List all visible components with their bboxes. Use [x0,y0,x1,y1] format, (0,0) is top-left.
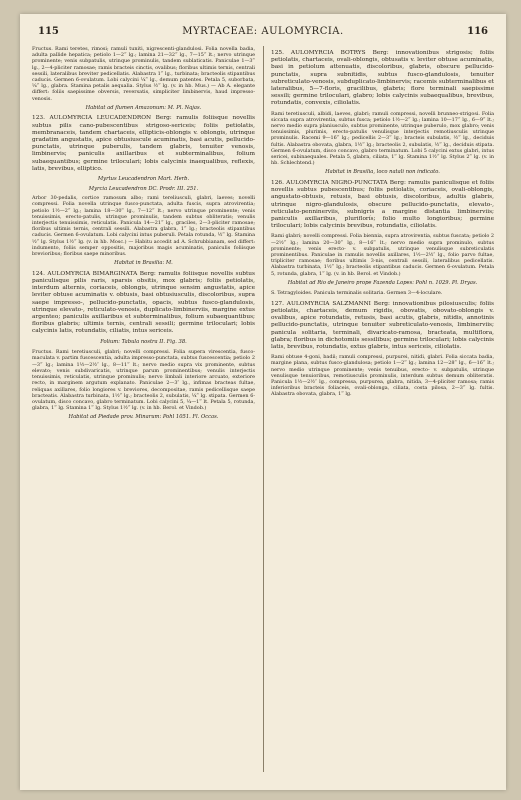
species-entry: 124. AULOMYRCIA BIMARGINATA Berg: ramulis foliisque novellis subtus paniculisque pilis raris, sparsis obsitis, mox glabris; foliis petiolatis, interdum alternis, coriaceis, oblongis, utrinque sensim angustatis, apice leviter obtuse acuminatis v. obtusis, basi obtusiusculis, discoloribus, supra saepe impresso-, pellucido-punctatis, opacis, subtus fusco-glandulosis, utrinque elevato-, reticulato-venosis, duplicato-limbinerviis, margine extus argenteo; paniculis axillaribus et subterminalibus, folium subaequantibus; floribus glabris; ultimis ternis, centrali sessili; germine triloculari; lobis calycinis latis, rotundatis, ciliatis, intus sericeis. [32,270,255,335]
description-paragraph: Rami teretiusculi, albidi, laeves, glabri; ramuli compressi, novelli brunneo-strigosi. Folia siccata supra atrovirentia, subtus fusca; petiolo 1½—2‴ lg.; lamina 10—17‴ lg., 6—9‴ lt.; nervo medio supra planiusculo, subtus prominente, utrinque puberulo, mox glabro; venis tenuissimis, plurimis, erecto-patulis venulisque interjectis remotiusculis utrinque prominulis. Racemi 9—16‴ lg.; pedicellis 2—3‴ lg.; bracteis subulatis, ½‴ lg., deciduis fultis. Alabastra obovata, glabra, 1½‴ lg.; bracteolis 2, subulatis, ½‴ lg., deciduis stipata. Germen 6-ovulatum, disco concavo, glabro terminatum. Lobi 5 calycini extus glabri, intus sericei, subinaequales. Petala 5, glabra, ciliata, 1‴ lg. Stamina 1½‴ lg. Stylus 2‴ lg. (v. in hb. Schlechtend.) [271,110,494,167]
habitat-note: Myrcia Leucadendron DC. Prodr. III. 251. [88,185,199,192]
page-number-left: 115 [38,26,59,37]
column-divider [263,46,264,772]
habitat-note: Habitat ad Rio de Janeiro prope Fazenda Lopes: Pohl n. 1029. Pl. Dryas. [287,279,478,286]
species-entry: 127. AULOMYRCIA SALZMANNI Berg: innovationibus pilosiusculis; foliis petiolatis, chartaceis, demum rigidis, obovatis, obovato-oblongis v. ovalibus, apice rotundatis, retusis, basi acutis, glabris, nitidis, annotinis pellucido-punctatis, utrinque tenuiter subreticulato-venosis, limbinerviis; panicula solitaria, terminali, divaricato-ramosa, bracteata, multiflora, glabra; floribus in dichotomiis sessilibus; germine triloculari; lobis calycinis latis, brevibus, rotundatis, extus glabris, intus sericeis, ciliolatis. [271,300,494,350]
description-paragraph: Rami glabri; novelli compressi. Folia biennia, supra atrovirentia, subtus fuscata; petiolo 2—2½‴ lg.; lamina 20—30‴ lg., 8—16‴ lt.; nervo medio supra prominulo, subtus prominente; venis erecto- v. subpatulis, utrinque venulisque subreticulatis prominentibus. Paniculae in ramulis novellis axillares, 1½—2½″ lg., folio parvo fultae, tripliciter ramosae; floribus ultimis 3-nis, centrali sessili, lateralibus pedicellatis. Alabastra turbinata, 1½‴ lg.; bracteolis stipantibus caducis. Germen 6-ovulatum. Petala 5, rotunda, glabra, 1‴ lg. (v. in hb. Berol. et Vindob.) [271,233,494,277]
species-entry: 125. AULOMYRCIA BOTRYS Berg: innovationibus strigosis; foliis petiolatis, chartaceis, ovali-oblongis, obtusatis v. leviter obtuse acuminatis, basi in petiolum attenuatis, discoloribus, glabris, obscure pellucido-punctatis, supra subnitidis, subtus fusco-glandulosis, tenuiter subreticulato-venosis, subduplicato-limbinervis; racemis subterminalibus et lateralibus, 5—7-floris, gracilibus, glabris; flore terminali saepissime sessili; germine triloculari, glabro; lobis calycinis subaequalibus, brevibus, rotundatis, convexis, ciliolatis. [271,50,494,107]
habitat-note: Habitat in Brasilia, loco natali non indicato. [325,169,440,176]
left-column [32,46,255,776]
description-paragraph: Fructus. Rami teretiusculi, glabri; novelli compressi. Folia supera virescentia, fusco-maculata v. partim fuscescentia, adulta impresso-punctata, subtus fuscescentia; petiolo 2—3‴ lg.; lamina 1½—2½″ lg., 8—11‴ lt.; nervo medio supra vix prominente, subtus elevato; venis subdivaricatis, utrinque parum prominentibus; venulis interjectis tenuissimis, reticulatis, utrinque prominulis; nervo limbali interiore arcuato, exteriore recto, in marginem argutum explanato. Paniculae 2—3″ lg., infimas bracteas fultae, reliquas axillares, folio longiores v. breviores, decompositae, ramis pedicellisque saepe bracteatis. Alabastra turbinata, 1½‴ lg.; bracteolis 2, subulatis, ¼‴ lg. stipata. Germen 6-ovulatum, disco concavo, glabro terminatum. Lobi calycini 5, ¼—1‴ lt. Petala 5, rotunda, glabra, 1‴ lg. Stamina 1‴ lg. Stylus 1½‴ lg. (v. in hb. Berol. et Vindob.) [32,349,255,412]
description-paragraph: Arbor 30-pedalis, cortice ramosum albo; rami tereliusculi, glabri, laeves; novelli compressi. Folia novella utrinque fusco-punctata, adulta fuscis, supra atrovirentia; petiolo 1½—2‴ lg.; lamina 18—30‴ lg., 7—12‴ lt.; nervo utrinque prominente; venis tenuissimis, erecto-patulis, utrinque prominulis, tandem subtus obliteratis; venulis interjectis tenuissimis, reticulatis. Panicula 14—21‴ lg., graciles, 2—3-pliciter ramosae; floribus ultimis ternis, centrali sessili. Alabastra glabra, 1‴ lg.; bracteolis stipantibus caducis. Germen 6-ovulatum. Lobi calycini intus puberuli. Petala rotunda, ½‴ lg. Stamina ½‴ lg. Stylus 1½‴ lg. (v. in hb. Mosc.) — Habitu accedit ad A. Schrubbianam, sed differt: indumento, foliis semper oppositis, majoribus magis acuminatis, paniculis foliisque brevioribus; floribus saepe minoribus. [32,195,255,258]
page-header [20,14,506,42]
description-paragraph: Rami obtuse 4-goni, badii; ramuli compressi, purpurei, nitidi, glabri. Folia siccata badia, margine plana, subtus fusco-glandulosa; petiolo 1—2‴ lg.; lamina 12—28‴ lg., 6—16‴ lt.; nervo medio utrinque prominente; venis tenuibus, erecto- v. subpatulis, utrinque venulisque tenuioribus, remotiusculis prominulis, interdum subtus demum obliteratis. Panicula 1½—2½″ lg., compressa, purpurea, glabra, nitida, 3—4-pliciter ramosa; ramis inferioribus bracteis foliaceis, ovali-oblonga, ciliata, costa pilosa, 2—3‴ lg. fultis. Alabastra obovata, glabra, 1‴ lg. [271,354,494,398]
right-column [271,46,494,776]
habitat-note: Habitat ad Piedade prov. Minarum: Pohl 1051. Fl. Occas. [68,414,219,421]
book-page [20,14,506,790]
habitat-note: Habitat ad flumen Amazonum: M. Pl. Najas. [85,104,202,111]
description-paragraph: S. Tetragyloides. Panicula terminalis solitaria. Germen 3—4-loculare. [271,290,443,297]
running-title: MYRTACEAE: AULOMYRCIA. [182,26,344,37]
page-number-right: 116 [467,26,488,37]
species-entry: 126. AULOMYRCIA NIGRO-PUNCTATA Berg: ramulis paniculisque et foliis novellis subtus pubescentibus; foliis petiolatis, coriaceis, ovali-oblongis, angustato-obtusis, retusis, basi obtusis, discoloribus, adultis glabris, utrinque nigro-glandulosis, obscure pellucido-punctatis, elevato-, reticulato-penninerviis, subnigris a margine distantia limbinerviis; paniculis axillaribus, pluriflorís; folio multo longioribus; germine triloculari; lobis calycinis brevibus, rotundatis, ciliolatis. [271,180,494,230]
description-paragraph: Fructus. Rami teretes, rimosi; ramuli tuniti, nigrescenti-glandulosi. Folia novella badia, adulta pallide hepatica; petiolo 1—2‴ lg.; lamina 21—32‴ lg., 7—15‴ lt.; nervo utrinque prominente; venis subpatulis, utrinque prominulis, tandem sublaticatis. Paniculae 1—3‴ lg., 2—4-pliciter ramosae; ramis bracteis cinctis, ovalibus; floribus ultimis ternis, centrali sessili, lateralibus breviter pedicellatis. Alabastra 1‴ lg., turbinata; bracteolis stipantibus caducis. Germen 6-ovulatum. Lobi calycini ¼‴ lg., demum patentes. Petala 5, suborbata, ¼‴ lg., glabra. Stamina petalis aequalia. Stylus ½‴ lg. (v. in hb. Mus.) — Ab A. elegante differt: foliis saepissime obversis, reversatis, simpliciter limbinervis, haud impresso-venosis. [32,46,255,102]
habitat-note: Habitat in Brasilia: M. [114,260,173,267]
habitat-note: Myrtus Leucadendron Mart. Herb. [97,176,190,183]
species-entry: 123. AULOMYRCIA LEUCADENDRON Berg: ramulis foliisque novellis subtus pilis cano-pubescentibus strigoso-sericeis; foliis petiolatis, membranaceis, tandem chartaceis, ellipticis-oblongis v. oblongis, utrinque gradatim angustatis, apice obtusiuscule acuminatis, basi acutis, pellucido-punctatis, utrinque puberulis, tandem glabris, tenuiter venosis, limbinervis; paniculis axillaribus et subterminalibus, folium subaequantibus; germine triloculari; lobis calycinis inaequalibus, reflexis, latis, brevibus, elliptico. [32,115,255,172]
habitat-note: Folium: Tabula nostra II. Fig. 38. [100,338,187,345]
